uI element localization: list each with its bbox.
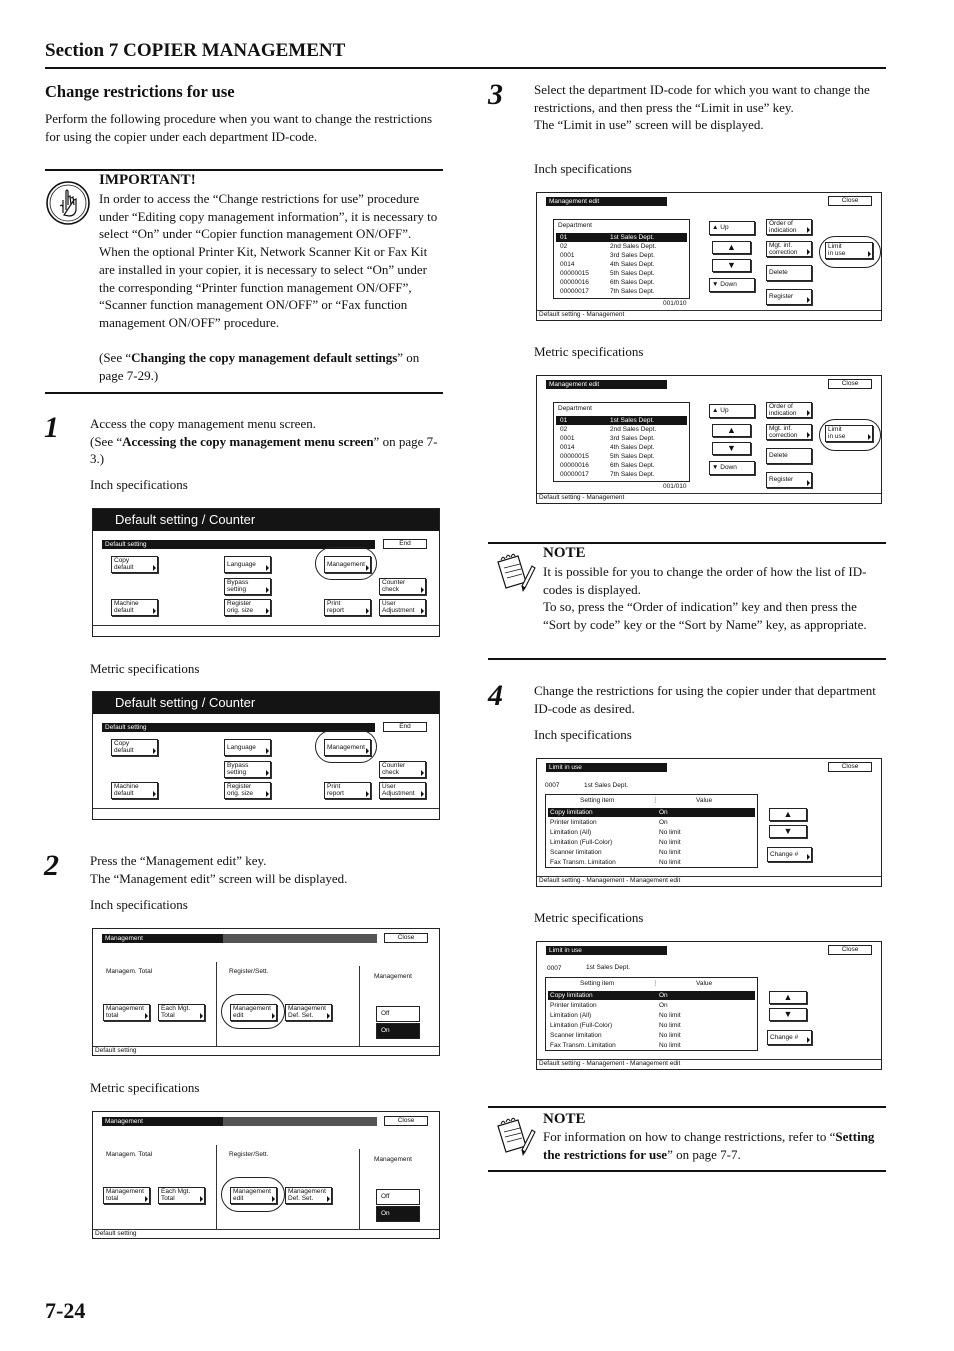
up-button[interactable]: ▲ Up	[709, 221, 755, 235]
step-3-text: Select the department ID-code for which you want to change the restrictions, and then press the “Limit in use” key. The “Limit in use” screen will be displayed.	[534, 82, 870, 133]
print-report-button[interactable]: Print report	[324, 782, 371, 799]
register-orig-size-button[interactable]: Register orig. size	[224, 782, 271, 799]
language-button[interactable]: Language	[224, 556, 271, 573]
list-row[interactable]: Copy limitation On	[548, 991, 755, 1000]
managem-total-label: Managem. Total	[106, 968, 153, 975]
divider	[216, 1145, 217, 1229]
each-mgt-total-button[interactable]: Each Mgt. Total	[158, 1187, 205, 1204]
step-3-number: 3	[488, 78, 503, 111]
register-button[interactable]: Register	[766, 289, 812, 305]
limit-in-use-button[interactable]: Limit in use	[825, 242, 873, 259]
page-indicator: 001/010	[663, 300, 687, 307]
page-indicator: 001/010	[663, 483, 687, 490]
step-2-text: Press the “Management edit” key. The “Management edit” screen will be displayed.	[90, 853, 348, 886]
list-row[interactable]: Limitation (All) No limit	[550, 829, 681, 836]
note-2-top-rule	[488, 1106, 886, 1108]
machine-default-button[interactable]: Machine default	[111, 599, 158, 616]
managem-total-label: Managem. Total	[106, 1151, 153, 1158]
step-3-metric-label: Metric specifications	[534, 344, 644, 359]
important-text: In order to access the “Change restrictions for use” procedure under “Editing copy management information”, it is necessary to select “On” under “Copier function management ON/OFF”. When the optional Printer Kit, Network Scanner Kit or Fax Kit are installed in your copier, it is necessary to select “On” under the corresponding “Printer function management ON/OFF”, “Scanner function management ON/OFF” or “Fax function management ON/OFF” procedure.	[99, 191, 438, 330]
counter-check-button[interactable]: Counter check	[379, 761, 426, 778]
delete-button[interactable]: Delete	[766, 448, 812, 464]
management-button[interactable]: Management	[324, 556, 371, 573]
user-adjustment-button[interactable]: User Adjustment	[379, 782, 426, 799]
titlebar-filler	[223, 934, 377, 943]
management-screen-inch	[92, 928, 440, 1056]
list-row[interactable]: 0014 4th Sales Dept.	[560, 444, 655, 451]
step-1-number: 1	[44, 411, 59, 444]
list-row[interactable]: Limitation (Full-Color) No limit	[550, 839, 681, 846]
screen-titlebar: Management	[102, 934, 223, 943]
note-2-heading: NOTE	[543, 1111, 586, 1127]
panel-divider	[93, 808, 439, 809]
down-arrow-button[interactable]: ▼	[769, 1008, 807, 1021]
management-label: Management	[374, 973, 412, 980]
list-row[interactable]: 0001 3rd Sales Dept.	[560, 435, 655, 442]
counter-screen-header: Default setting / Counter	[93, 509, 439, 531]
close-button[interactable]: Close	[828, 945, 872, 955]
value-header: Value	[696, 797, 713, 804]
on-toggle[interactable]: On	[376, 1023, 420, 1039]
list-row[interactable]: Limitation (All) No limit	[550, 1012, 681, 1019]
on-toggle[interactable]: On	[376, 1206, 420, 1222]
step-4-metric-label: Metric specifications	[534, 910, 644, 925]
settings-list	[545, 977, 758, 1051]
department-name: 1st Sales Dept.	[584, 782, 629, 789]
mgt-inf-correction-button[interactable]: Mgt. inf. correction	[766, 424, 812, 440]
note-1-heading: NOTE	[543, 545, 586, 561]
list-row[interactable]: Scanner limitation No limit	[550, 849, 681, 856]
status-divider	[93, 1229, 439, 1230]
status-text: Default setting - Management	[539, 494, 625, 501]
management-edit-button[interactable]: Management edit	[230, 1187, 277, 1204]
note-2-text: For information on how to change restrictions, refer to “Setting the restrictions for use” on page 7-7.	[543, 1129, 875, 1162]
order-of-indication-button[interactable]: Order of indication	[766, 219, 812, 235]
list-row[interactable]: 00000017 7th Sales Dept.	[560, 471, 655, 478]
department-list	[553, 402, 690, 482]
list-row[interactable]: Printer limitation On	[550, 819, 668, 826]
management-edit-button[interactable]: Management edit	[230, 1004, 277, 1021]
language-button[interactable]: Language	[224, 739, 271, 756]
step-1-text: Access the copy management menu screen. (See “Accessing the copy management menu screen” on page 7-3.)	[90, 416, 438, 467]
divider	[216, 962, 217, 1046]
change-number-button[interactable]: Change #	[767, 847, 812, 862]
column-separator: ⋮	[652, 980, 659, 987]
step-2-metric-label: Metric specifications	[90, 1080, 200, 1095]
list-row[interactable]: 01 1st Sales Dept.	[556, 416, 687, 425]
user-adjustment-button[interactable]: User Adjustment	[379, 599, 426, 616]
settings-list	[545, 794, 758, 868]
end-button[interactable]: End	[383, 539, 427, 549]
important-heading: IMPORTANT!	[99, 172, 196, 188]
screen-titlebar: Management edit	[546, 197, 667, 206]
register-sett-label: Register/Sett.	[229, 968, 269, 975]
counter-screen-inch	[92, 508, 440, 637]
status-text: Default setting - Management - Management edit	[539, 1060, 681, 1067]
screen-titlebar: Limit in use	[546, 946, 667, 955]
management-edit-screen-metric	[536, 375, 882, 504]
up-arrow-button[interactable]: ▲	[712, 424, 751, 437]
important-bottom-rule	[45, 392, 443, 394]
list-row[interactable]: Limitation (Full-Color) No limit	[550, 1022, 681, 1029]
note-1-top-rule	[488, 542, 886, 544]
department-code: 0007	[545, 782, 560, 789]
up-arrow-button[interactable]: ▲	[769, 991, 807, 1004]
header-rule	[45, 67, 886, 69]
change-number-button[interactable]: Change #	[767, 1030, 812, 1045]
value-header: Value	[696, 980, 713, 987]
management-total-button[interactable]: Management total	[103, 1187, 150, 1204]
limit-in-use-button[interactable]: Limit in use	[825, 425, 873, 442]
divider	[359, 966, 360, 1046]
print-report-button[interactable]: Print report	[324, 599, 371, 616]
step-2-number: 2	[44, 849, 59, 882]
register-sett-label: Register/Sett.	[229, 1151, 269, 1158]
step-4-text: Change the restrictions for using the copier under that department ID-code as desired.	[534, 683, 876, 716]
list-row[interactable]: Fax Transm. Limitation No limit	[550, 1042, 681, 1049]
list-row[interactable]: 0014 4th Sales Dept.	[560, 261, 655, 268]
note-1-text: It is possible for you to change the order of how the list of ID-codes is displayed. To so, press the “Order of indication” key and then press the “Sort by code” key or the “Sort by Name” key, as appropriate.	[543, 564, 867, 633]
counter-check-button[interactable]: Counter check	[379, 578, 426, 595]
list-row[interactable]: Scanner limitation No limit	[550, 1032, 681, 1039]
list-row[interactable]: 02 2nd Sales Dept.	[560, 426, 657, 433]
list-row[interactable]: 00000017 7th Sales Dept.	[560, 288, 655, 295]
close-button[interactable]: Close	[828, 379, 872, 389]
step-4-number: 4	[488, 679, 503, 712]
management-edit-screen-inch	[536, 192, 882, 321]
machine-default-button[interactable]: Machine default	[111, 782, 158, 799]
screen-titlebar: Default setting	[102, 723, 375, 732]
status-text: Default setting	[95, 1230, 137, 1237]
register-button[interactable]: Register	[766, 472, 812, 488]
up-arrow-button[interactable]: ▲	[769, 808, 807, 821]
counter-screen-metric	[92, 691, 440, 820]
up-arrow-button[interactable]: ▲	[712, 241, 751, 254]
limit-in-use-screen-metric	[536, 941, 882, 1070]
counter-screen-header: Default setting / Counter	[93, 692, 439, 714]
status-text: Default setting	[95, 1047, 137, 1054]
management-button[interactable]: Management	[324, 739, 371, 756]
step-1-inch-label: Inch specifications	[90, 477, 188, 492]
delete-button[interactable]: Delete	[766, 265, 812, 281]
management-label: Management	[374, 1156, 412, 1163]
close-button[interactable]: Close	[384, 1116, 428, 1126]
important-top-rule	[45, 169, 443, 171]
step-4-inch-label: Inch specifications	[534, 727, 632, 742]
department-name: 1st Sales Dept.	[586, 964, 631, 971]
management-def-set-button[interactable]: Management Def. Set.	[285, 1187, 332, 1204]
note-1-bottom-rule	[488, 658, 886, 660]
status-text: Default setting - Management - Management edit	[539, 877, 681, 884]
down-button[interactable]: ▼ Down	[709, 461, 755, 475]
divider	[359, 1149, 360, 1229]
screen-titlebar: Management edit	[546, 380, 667, 389]
management-total-button[interactable]: Management total	[103, 1004, 150, 1021]
off-toggle[interactable]: Off	[376, 1006, 420, 1022]
change-restrictions-title: Change restrictions for use	[45, 82, 235, 101]
pointing-hand-icon	[45, 180, 91, 226]
list-row[interactable]: 02 2nd Sales Dept.	[560, 243, 657, 250]
step-2-inch-label: Inch specifications	[90, 897, 188, 912]
each-mgt-total-button[interactable]: Each Mgt. Total	[158, 1004, 205, 1021]
mgt-inf-correction-button[interactable]: Mgt. inf. correction	[766, 241, 812, 257]
down-button[interactable]: ▼ Down	[709, 278, 755, 292]
titlebar-filler	[223, 1117, 377, 1126]
management-def-set-button[interactable]: Management Def. Set.	[285, 1004, 332, 1021]
list-row[interactable]: 01 1st Sales Dept.	[556, 233, 687, 242]
intro-paragraph: Perform the following procedure when you want to change the restrictions for using the copier under each department ID-code.	[45, 111, 432, 144]
step-1-metric-label: Metric specifications	[90, 661, 200, 676]
list-row[interactable]: Fax Transm. Limitation No limit	[550, 859, 681, 866]
department-list	[553, 219, 690, 299]
management-screen-metric	[92, 1111, 440, 1239]
close-button[interactable]: Close	[384, 933, 428, 943]
bypass-setting-button[interactable]: Bypass setting	[224, 761, 271, 778]
close-button[interactable]: Close	[828, 196, 872, 206]
list-row[interactable]: 00000016 6th Sales Dept.	[560, 279, 655, 286]
register-orig-size-button[interactable]: Register orig. size	[224, 599, 271, 616]
screen-titlebar: Management	[102, 1117, 223, 1126]
end-button[interactable]: End	[383, 722, 427, 732]
list-row[interactable]: 00000015 5th Sales Dept.	[560, 453, 655, 460]
list-row[interactable]: Printer limitation On	[550, 1002, 668, 1009]
column-separator: ⋮	[652, 797, 659, 804]
order-of-indication-button[interactable]: Order of indication	[766, 402, 812, 418]
setting-item-header: Setting item	[580, 797, 615, 804]
copy-default-button[interactable]: Copy default	[111, 739, 158, 756]
status-divider	[93, 1046, 439, 1047]
list-row[interactable]: 00000015 5th Sales Dept.	[560, 270, 655, 277]
section-title: Section 7 COPIER MANAGEMENT	[45, 40, 346, 61]
page-number: 7-24	[45, 1298, 86, 1323]
notepad-pencil-icon	[492, 1114, 536, 1158]
screen-titlebar: Limit in use	[546, 763, 667, 772]
department-label: Department	[558, 222, 592, 229]
copy-default-button[interactable]: Copy default	[111, 556, 158, 573]
list-row[interactable]: 0001 3rd Sales Dept.	[560, 252, 655, 259]
screen-titlebar: Default setting	[102, 540, 375, 549]
off-toggle[interactable]: Off	[376, 1189, 420, 1205]
bypass-setting-button[interactable]: Bypass setting	[224, 578, 271, 595]
department-code: 0007	[547, 965, 562, 972]
notepad-pencil-icon	[492, 550, 536, 594]
up-button[interactable]: ▲ Up	[709, 404, 755, 418]
status-text: Default setting - Management	[539, 311, 625, 318]
down-arrow-button[interactable]: ▼	[712, 442, 751, 455]
limit-in-use-screen-inch	[536, 758, 882, 887]
department-label: Department	[558, 405, 592, 412]
note-2-bottom-rule	[488, 1170, 886, 1172]
list-row[interactable]: Copy limitation On	[548, 808, 755, 817]
down-arrow-button[interactable]: ▼	[712, 259, 751, 272]
close-button[interactable]: Close	[828, 762, 872, 772]
panel-divider	[93, 625, 439, 626]
down-arrow-button[interactable]: ▼	[769, 825, 807, 838]
setting-item-header: Setting item	[580, 980, 615, 987]
step-3-inch-label: Inch specifications	[534, 161, 632, 176]
important-see: (See “Changing the copy management default settings” on page 7-29.)	[99, 350, 420, 383]
list-row[interactable]: 00000016 6th Sales Dept.	[560, 462, 655, 469]
